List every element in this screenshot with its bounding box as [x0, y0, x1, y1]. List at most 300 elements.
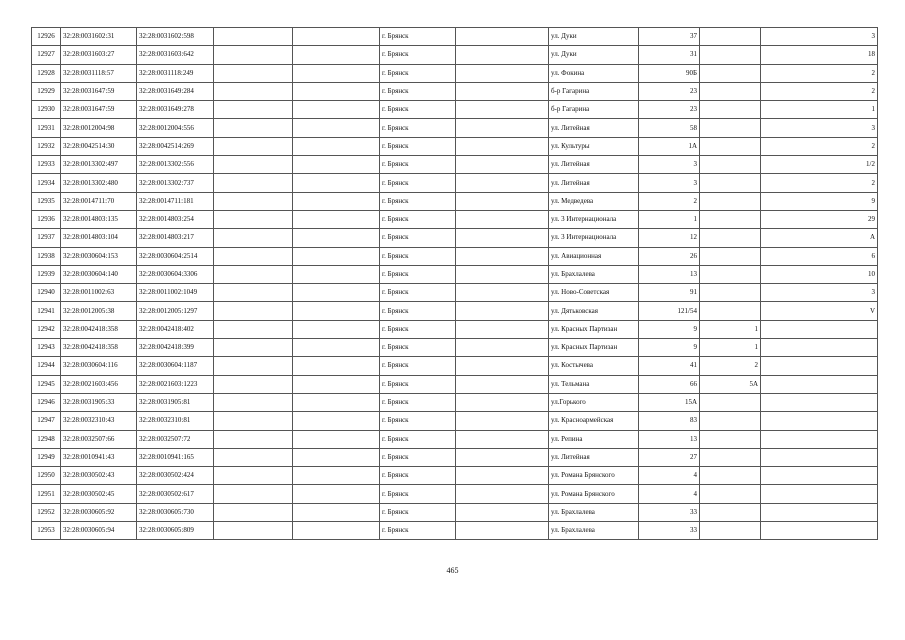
table-row: [32, 119, 878, 137]
row-number-cell: 12934: [32, 174, 61, 192]
empty-cell: [214, 82, 293, 100]
empty-cell: [293, 503, 380, 521]
house-number-cell: 4: [639, 485, 700, 503]
row-number-cell: 12949: [32, 448, 61, 466]
building-number-cell: [700, 393, 761, 411]
city-cell: г. Брянск: [380, 46, 456, 64]
row-number-cell: 12940: [32, 284, 61, 302]
apartment-number-cell: [761, 522, 878, 540]
parcel-cadastral-number-cell: 32:28:0014711:70: [61, 192, 137, 210]
parcel-cadastral-number-cell: 32:28:0014803:135: [61, 210, 137, 228]
empty-cell: [214, 485, 293, 503]
empty-cell: [456, 82, 549, 100]
house-number-cell: 37: [639, 28, 700, 46]
object-cadastral-number-cell: 32:28:0031905:81: [137, 393, 214, 411]
city-cell: г. Брянск: [380, 137, 456, 155]
parcel-cadastral-number-cell: 32:28:0032310:43: [61, 412, 137, 430]
city-cell: г. Брянск: [380, 393, 456, 411]
apartment-number-cell: 2: [761, 137, 878, 155]
street-cell: ул. 3 Интернационала: [549, 210, 639, 228]
table-row: [32, 174, 878, 192]
city-cell: г. Брянск: [380, 339, 456, 357]
table-row: [32, 156, 878, 174]
parcel-cadastral-number-cell: 32:28:0031647:59: [61, 101, 137, 119]
empty-cell: [214, 339, 293, 357]
parcel-cadastral-number-cell: 32:28:0030605:94: [61, 522, 137, 540]
city-cell: г. Брянск: [380, 503, 456, 521]
table-row: [32, 229, 878, 247]
empty-cell: [456, 339, 549, 357]
row-number-cell: 12946: [32, 393, 61, 411]
house-number-cell: 91: [639, 284, 700, 302]
object-cadastral-number-cell: 32:28:0030605:809: [137, 522, 214, 540]
apartment-number-cell: 1/2: [761, 156, 878, 174]
empty-cell: [293, 375, 380, 393]
table-row: [32, 467, 878, 485]
house-number-cell: 66: [639, 375, 700, 393]
empty-cell: [456, 229, 549, 247]
parcel-cadastral-number-cell: 32:28:0042514:30: [61, 137, 137, 155]
building-number-cell: [700, 522, 761, 540]
parcel-cadastral-number-cell: 32:28:0031602:31: [61, 28, 137, 46]
city-cell: г. Брянск: [380, 192, 456, 210]
building-number-cell: [700, 101, 761, 119]
table-row: [32, 375, 878, 393]
object-cadastral-number-cell: 32:28:0030604:3306: [137, 265, 214, 283]
object-cadastral-number-cell: 32:28:0031118:249: [137, 64, 214, 82]
object-cadastral-number-cell: 32:28:0030605:730: [137, 503, 214, 521]
city-cell: г. Брянск: [380, 430, 456, 448]
city-cell: г. Брянск: [380, 412, 456, 430]
city-cell: г. Брянск: [380, 247, 456, 265]
table-row: [32, 393, 878, 411]
table-row: [32, 192, 878, 210]
city-cell: г. Брянск: [380, 229, 456, 247]
table-row: [32, 247, 878, 265]
building-number-cell: 1: [700, 339, 761, 357]
empty-cell: [293, 210, 380, 228]
apartment-number-cell: [761, 503, 878, 521]
house-number-cell: 83: [639, 412, 700, 430]
object-cadastral-number-cell: 32:28:0032310:81: [137, 412, 214, 430]
parcel-cadastral-number-cell: 32:28:0010941:43: [61, 448, 137, 466]
street-cell: ул. Литейная: [549, 156, 639, 174]
building-number-cell: [700, 265, 761, 283]
city-cell: г. Брянск: [380, 485, 456, 503]
empty-cell: [293, 412, 380, 430]
city-cell: г. Брянск: [380, 265, 456, 283]
page-number: 465: [446, 566, 459, 575]
object-cadastral-number-cell: 32:28:0031649:278: [137, 101, 214, 119]
apartment-number-cell: [761, 467, 878, 485]
empty-cell: [456, 320, 549, 338]
empty-cell: [214, 467, 293, 485]
building-number-cell: [700, 485, 761, 503]
street-cell: ул. Дуки: [549, 28, 639, 46]
building-number-cell: 2: [700, 357, 761, 375]
parcel-cadastral-number-cell: 32:28:0032507:66: [61, 430, 137, 448]
building-number-cell: 1: [700, 320, 761, 338]
empty-cell: [214, 265, 293, 283]
empty-cell: [293, 393, 380, 411]
apartment-number-cell: 3: [761, 28, 878, 46]
empty-cell: [293, 448, 380, 466]
empty-cell: [456, 522, 549, 540]
street-cell: ул. Красных Партизан: [549, 339, 639, 357]
parcel-cadastral-number-cell: 32:28:0011002:63: [61, 284, 137, 302]
object-cadastral-number-cell: 32:28:0010941:165: [137, 448, 214, 466]
parcel-cadastral-number-cell: 32:28:0031647:59: [61, 82, 137, 100]
apartment-number-cell: [761, 393, 878, 411]
house-number-cell: 23: [639, 101, 700, 119]
empty-cell: [293, 485, 380, 503]
empty-cell: [214, 64, 293, 82]
parcel-cadastral-number-cell: 32:28:0014803:104: [61, 229, 137, 247]
empty-cell: [293, 82, 380, 100]
row-number-cell: 12933: [32, 156, 61, 174]
table-row: [32, 284, 878, 302]
empty-cell: [293, 339, 380, 357]
apartment-number-cell: [761, 412, 878, 430]
apartment-number-cell: [761, 339, 878, 357]
object-cadastral-number-cell: 32:28:0011002:1049: [137, 284, 214, 302]
object-cadastral-number-cell: 32:28:0014803:254: [137, 210, 214, 228]
house-number-cell: 12: [639, 229, 700, 247]
empty-cell: [456, 467, 549, 485]
building-number-cell: [700, 503, 761, 521]
object-cadastral-number-cell: 32:28:0030604:1187: [137, 357, 214, 375]
object-cadastral-number-cell: 32:28:0042418:399: [137, 339, 214, 357]
empty-cell: [214, 174, 293, 192]
street-cell: ул.Горького: [549, 393, 639, 411]
city-cell: г. Брянск: [380, 284, 456, 302]
apartment-number-cell: [761, 357, 878, 375]
building-number-cell: [700, 302, 761, 320]
apartment-number-cell: 9: [761, 192, 878, 210]
street-cell: ул. Литейная: [549, 119, 639, 137]
empty-cell: [293, 357, 380, 375]
row-number-cell: 12926: [32, 28, 61, 46]
street-cell: ул. Красных Партизан: [549, 320, 639, 338]
empty-cell: [293, 430, 380, 448]
empty-cell: [456, 137, 549, 155]
parcel-cadastral-number-cell: 32:28:0012004:98: [61, 119, 137, 137]
house-number-cell: 121/54: [639, 302, 700, 320]
building-number-cell: [700, 229, 761, 247]
row-number-cell: 12953: [32, 522, 61, 540]
object-cadastral-number-cell: 32:28:0042514:269: [137, 137, 214, 155]
row-number-cell: 12930: [32, 101, 61, 119]
building-number-cell: [700, 82, 761, 100]
city-cell: г. Брянск: [380, 210, 456, 228]
street-cell: ул. Культуры: [549, 137, 639, 155]
parcel-cadastral-number-cell: 32:28:0030604:140: [61, 265, 137, 283]
empty-cell: [214, 284, 293, 302]
building-number-cell: [700, 210, 761, 228]
apartment-number-cell: 2: [761, 82, 878, 100]
parcel-cadastral-number-cell: 32:28:0030502:43: [61, 467, 137, 485]
empty-cell: [214, 119, 293, 137]
building-number-cell: [700, 192, 761, 210]
street-cell: ул. Репина: [549, 430, 639, 448]
empty-cell: [214, 46, 293, 64]
empty-cell: [293, 265, 380, 283]
object-cadastral-number-cell: 32:28:0014711:181: [137, 192, 214, 210]
row-number-cell: 12942: [32, 320, 61, 338]
house-number-cell: 3: [639, 174, 700, 192]
city-cell: г. Брянск: [380, 82, 456, 100]
apartment-number-cell: 1: [761, 101, 878, 119]
parcel-cadastral-number-cell: 32:28:0030604:116: [61, 357, 137, 375]
row-number-cell: 12952: [32, 503, 61, 521]
parcel-cadastral-number-cell: 32:28:0013302:480: [61, 174, 137, 192]
house-number-cell: 9: [639, 320, 700, 338]
empty-cell: [214, 192, 293, 210]
empty-cell: [456, 357, 549, 375]
street-cell: ул. Романа Брянского: [549, 485, 639, 503]
apartment-number-cell: V: [761, 302, 878, 320]
table-row: [32, 503, 878, 521]
table-row: [32, 430, 878, 448]
object-cadastral-number-cell: 32:28:0012004:556: [137, 119, 214, 137]
empty-cell: [214, 393, 293, 411]
object-cadastral-number-cell: 32:28:0014803:217: [137, 229, 214, 247]
parcel-cadastral-number-cell: 32:28:0021603:456: [61, 375, 137, 393]
apartment-number-cell: 18: [761, 46, 878, 64]
parcel-cadastral-number-cell: 32:28:0012005:38: [61, 302, 137, 320]
street-cell: ул. Костычева: [549, 357, 639, 375]
empty-cell: [293, 174, 380, 192]
object-cadastral-number-cell: 32:28:0030502:424: [137, 467, 214, 485]
parcel-cadastral-number-cell: 32:28:0031905:33: [61, 393, 137, 411]
street-cell: ул. Брахлалева: [549, 522, 639, 540]
building-number-cell: [700, 284, 761, 302]
empty-cell: [456, 210, 549, 228]
building-number-cell: [700, 412, 761, 430]
building-number-cell: [700, 156, 761, 174]
street-cell: б-р Гагарина: [549, 82, 639, 100]
empty-cell: [456, 192, 549, 210]
parcel-cadastral-number-cell: 32:28:0030502:45: [61, 485, 137, 503]
empty-cell: [214, 302, 293, 320]
row-number-cell: 12927: [32, 46, 61, 64]
building-number-cell: 5А: [700, 375, 761, 393]
apartment-number-cell: 29: [761, 210, 878, 228]
city-cell: г. Брянск: [380, 28, 456, 46]
row-number-cell: 12935: [32, 192, 61, 210]
object-cadastral-number-cell: 32:28:0021603:1223: [137, 375, 214, 393]
empty-cell: [293, 64, 380, 82]
building-number-cell: [700, 448, 761, 466]
city-cell: г. Брянск: [380, 320, 456, 338]
street-cell: ул. Литейная: [549, 448, 639, 466]
empty-cell: [456, 64, 549, 82]
empty-cell: [293, 247, 380, 265]
empty-cell: [456, 412, 549, 430]
row-number-cell: 12951: [32, 485, 61, 503]
apartment-number-cell: 6: [761, 247, 878, 265]
city-cell: г. Брянск: [380, 119, 456, 137]
city-cell: г. Брянск: [380, 64, 456, 82]
empty-cell: [456, 430, 549, 448]
parcel-cadastral-number-cell: 32:28:0030604:153: [61, 247, 137, 265]
parcel-cadastral-number-cell: 32:28:0031603:27: [61, 46, 137, 64]
house-number-cell: 4: [639, 467, 700, 485]
building-number-cell: [700, 467, 761, 485]
parcel-cadastral-number-cell: 32:28:0042418:358: [61, 320, 137, 338]
city-cell: г. Брянск: [380, 522, 456, 540]
empty-cell: [214, 375, 293, 393]
table-row: [32, 320, 878, 338]
empty-cell: [214, 412, 293, 430]
row-number-cell: 12931: [32, 119, 61, 137]
house-number-cell: 33: [639, 522, 700, 540]
building-number-cell: [700, 174, 761, 192]
table-row: [32, 412, 878, 430]
building-number-cell: [700, 64, 761, 82]
registry-table: [31, 27, 878, 540]
city-cell: г. Брянск: [380, 375, 456, 393]
building-number-cell: [700, 137, 761, 155]
empty-cell: [456, 448, 549, 466]
house-number-cell: 2: [639, 192, 700, 210]
empty-cell: [456, 174, 549, 192]
table-row: [32, 64, 878, 82]
apartment-number-cell: 2: [761, 64, 878, 82]
empty-cell: [456, 503, 549, 521]
street-cell: б-р Гагарина: [549, 101, 639, 119]
apartment-number-cell: А: [761, 229, 878, 247]
house-number-cell: 58: [639, 119, 700, 137]
empty-cell: [456, 485, 549, 503]
object-cadastral-number-cell: 32:28:0013302:737: [137, 174, 214, 192]
house-number-cell: 13: [639, 430, 700, 448]
row-number-cell: 12928: [32, 64, 61, 82]
building-number-cell: [700, 119, 761, 137]
empty-cell: [214, 210, 293, 228]
apartment-number-cell: 10: [761, 265, 878, 283]
table-row: [32, 28, 878, 46]
house-number-cell: 33: [639, 503, 700, 521]
empty-cell: [293, 101, 380, 119]
empty-cell: [293, 284, 380, 302]
street-cell: ул. Ново-Советская: [549, 284, 639, 302]
empty-cell: [293, 119, 380, 137]
row-number-cell: 12944: [32, 357, 61, 375]
row-number-cell: 12939: [32, 265, 61, 283]
table-row: [32, 265, 878, 283]
apartment-number-cell: 3: [761, 119, 878, 137]
apartment-number-cell: 2: [761, 174, 878, 192]
table-row: [32, 339, 878, 357]
empty-cell: [456, 265, 549, 283]
empty-cell: [214, 448, 293, 466]
house-number-cell: 23: [639, 82, 700, 100]
house-number-cell: 1: [639, 210, 700, 228]
object-cadastral-number-cell: 32:28:0032507:72: [137, 430, 214, 448]
city-cell: г. Брянск: [380, 174, 456, 192]
city-cell: г. Брянск: [380, 156, 456, 174]
building-number-cell: [700, 430, 761, 448]
street-cell: ул. Романа Брянского: [549, 467, 639, 485]
empty-cell: [293, 302, 380, 320]
row-number-cell: 12941: [32, 302, 61, 320]
empty-cell: [214, 137, 293, 155]
street-cell: ул. Брахлалева: [549, 265, 639, 283]
building-number-cell: [700, 28, 761, 46]
object-cadastral-number-cell: 32:28:0042418:402: [137, 320, 214, 338]
parcel-cadastral-number-cell: 32:28:0013302:497: [61, 156, 137, 174]
table-row: [32, 210, 878, 228]
object-cadastral-number-cell: 32:28:0031602:598: [137, 28, 214, 46]
empty-cell: [293, 320, 380, 338]
empty-cell: [293, 28, 380, 46]
empty-cell: [214, 229, 293, 247]
house-number-cell: 1А: [639, 137, 700, 155]
street-cell: ул. Авиационная: [549, 247, 639, 265]
object-cadastral-number-cell: 32:28:0031603:642: [137, 46, 214, 64]
empty-cell: [293, 192, 380, 210]
parcel-cadastral-number-cell: 32:28:0031118:57: [61, 64, 137, 82]
house-number-cell: 41: [639, 357, 700, 375]
registry-table-body: [32, 28, 878, 540]
empty-cell: [456, 375, 549, 393]
apartment-number-cell: [761, 430, 878, 448]
table-row: [32, 485, 878, 503]
row-number-cell: 12948: [32, 430, 61, 448]
empty-cell: [456, 46, 549, 64]
building-number-cell: [700, 46, 761, 64]
house-number-cell: 15А: [639, 393, 700, 411]
object-cadastral-number-cell: 32:28:0031649:284: [137, 82, 214, 100]
table-row: [32, 357, 878, 375]
apartment-number-cell: [761, 448, 878, 466]
row-number-cell: 12938: [32, 247, 61, 265]
empty-cell: [293, 137, 380, 155]
empty-cell: [293, 522, 380, 540]
table-row: [32, 82, 878, 100]
object-cadastral-number-cell: 32:28:0030604:2514: [137, 247, 214, 265]
parcel-cadastral-number-cell: 32:28:0042418:358: [61, 339, 137, 357]
city-cell: г. Брянск: [380, 101, 456, 119]
city-cell: г. Брянск: [380, 467, 456, 485]
table-row: [32, 522, 878, 540]
empty-cell: [293, 467, 380, 485]
street-cell: ул. Дуки: [549, 46, 639, 64]
empty-cell: [214, 101, 293, 119]
house-number-cell: 13: [639, 265, 700, 283]
house-number-cell: 26: [639, 247, 700, 265]
house-number-cell: 31: [639, 46, 700, 64]
apartment-number-cell: [761, 320, 878, 338]
house-number-cell: 90Б: [639, 64, 700, 82]
empty-cell: [214, 247, 293, 265]
city-cell: г. Брянск: [380, 448, 456, 466]
empty-cell: [456, 28, 549, 46]
house-number-cell: 9: [639, 339, 700, 357]
empty-cell: [293, 229, 380, 247]
parcel-cadastral-number-cell: 32:28:0030605:92: [61, 503, 137, 521]
apartment-number-cell: [761, 485, 878, 503]
table-row: [32, 101, 878, 119]
city-cell: г. Брянск: [380, 357, 456, 375]
street-cell: ул. Дятьковская: [549, 302, 639, 320]
table-row: [32, 46, 878, 64]
city-cell: г. Брянск: [380, 302, 456, 320]
street-cell: ул. Тельмана: [549, 375, 639, 393]
empty-cell: [293, 46, 380, 64]
empty-cell: [456, 119, 549, 137]
